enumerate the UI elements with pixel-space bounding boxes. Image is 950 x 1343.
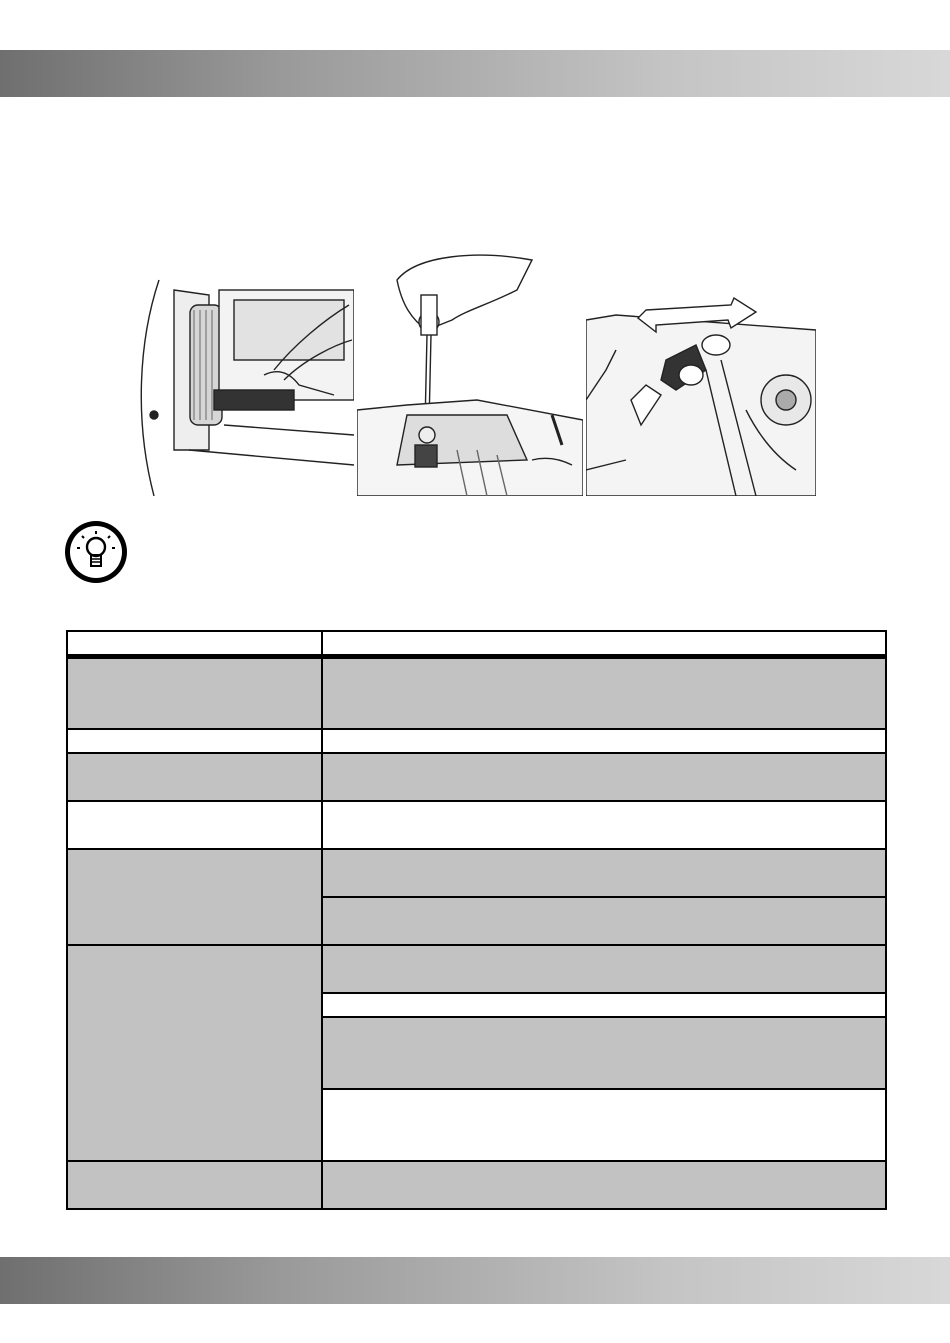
problem-cell — [67, 657, 322, 729]
illustration-slide-module — [586, 250, 816, 496]
problem-cell — [67, 729, 322, 753]
solution-cell — [322, 1161, 886, 1209]
illustration-remove-cover — [134, 250, 354, 496]
troubleshooting-table — [66, 630, 887, 1210]
solution-cell — [322, 1017, 886, 1089]
illustration-unscrew — [357, 250, 583, 496]
solution-cell — [322, 897, 886, 945]
table-row — [67, 753, 886, 801]
header-cell-solution — [322, 631, 886, 657]
table-row — [67, 729, 886, 753]
table-header-row — [67, 631, 886, 657]
table-row — [67, 1161, 886, 1209]
table-row — [67, 849, 886, 897]
problem-cell — [67, 945, 322, 1161]
problem-cell — [67, 1161, 322, 1209]
problem-cell — [67, 801, 322, 849]
problem-cell — [67, 849, 322, 945]
lightbulb-icon — [63, 519, 129, 585]
header-bar — [0, 50, 950, 97]
solution-cell — [322, 801, 886, 849]
solution-cell — [322, 945, 886, 993]
table-row — [67, 945, 886, 993]
solution-cell — [322, 849, 886, 897]
solution-cell — [322, 753, 886, 801]
table-row — [67, 801, 886, 849]
problem-cell — [67, 753, 322, 801]
solution-cell — [322, 993, 886, 1017]
header-cell-problem — [67, 631, 322, 657]
footer-bar — [0, 1257, 950, 1304]
solution-cell — [322, 1089, 886, 1161]
table-row — [67, 657, 886, 729]
solution-cell — [322, 729, 886, 753]
solution-cell — [322, 657, 886, 729]
